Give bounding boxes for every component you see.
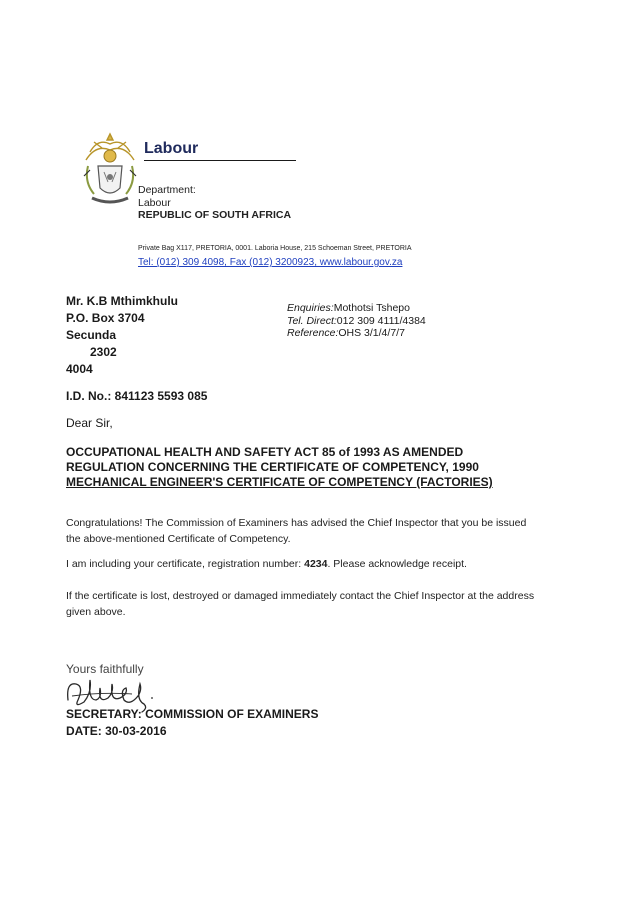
tel-line [287,315,426,328]
enquiries-label: Enquiries: [287,302,334,314]
subject-line: REGULATION CONCERNING THE CERTIFICATE OF COMPETENCY, 1990 [66,460,479,474]
recipient-box: P.O. Box 3704 [66,311,145,325]
body-paragraph: If the certificate is lost, destroyed or damaged immediately contact the Chief Inspector at the address given above. [66,590,535,618]
postal-address: Private Bag X117, PRETORIA, 0001. Laboria House, 215 Schoeman Street, PRETORIA [138,245,412,252]
dept-label: Department: [138,184,196,196]
reference-line [287,327,426,340]
enquiries-line [287,302,426,315]
enquiries-value: Mothotsi Tshepo [333,302,410,314]
tel-label: Tel. Direct: [287,314,337,327]
contact-link[interactable]: Tel: (012) 309 4098, Fax (012) 3200923, www.labour.gov.za [138,257,403,268]
signoff [66,706,318,740]
department-name: Labour [144,140,199,157]
recipient-town: Secunda [66,328,117,342]
recipient-name: Mr. K.B Mthimkhulu [66,294,178,308]
letter-date: DATE: 30-03-2016 [66,724,167,738]
department-block [138,184,291,222]
body-paragraph: Congratulations! The Commission of Examiners has advised the Chief Inspector that you be issued the above-mentioned Certificate of Competency. [66,517,527,545]
paragraph-text: I am including your certificate, registration number: [66,558,305,570]
signatory-title: SECRETARY: COMMISSION OF EXAMINERS [66,707,319,721]
subject-line: OCCUPATIONAL HEALTH AND SAFETY ACT 85 of 1993 AS AMENDED [66,445,464,459]
dept-value: Labour [138,196,171,209]
id-number: I.D. No.: 841123 5593 085 [66,389,208,403]
salutation: Dear Sir, [66,416,113,430]
body-paragraph [66,557,536,573]
registration-number: 4234 [304,558,328,570]
tel-value: 012 309 4111/4384 [336,314,426,327]
recipient-address [66,293,178,378]
paragraph-text: . Please acknowledge receipt. [327,558,467,570]
subject-heading [66,445,493,490]
enquiries-block [287,302,426,340]
country-name: REPUBLIC OF SOUTH AFRICA [138,209,292,221]
recipient-code: 2302 [90,345,117,359]
closing: Yours faithfully [66,662,144,676]
reference-value: OHS 3/1/4/7/7 [338,327,405,339]
reference-label: Reference: [287,327,339,339]
south-africa-coat-of-arms-icon [80,130,140,210]
recipient-code: 4004 [66,362,93,376]
letterhead-divider [144,160,296,161]
subject-line: MECHANICAL ENGINEER'S CERTIFICATE OF COMPETENCY (FACTORIES) [66,475,493,489]
